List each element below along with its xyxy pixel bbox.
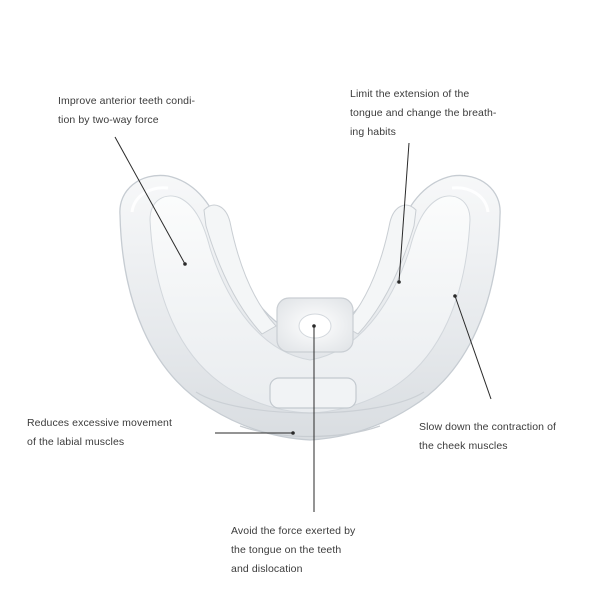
callout-top-left-line-2: tion by two-way force bbox=[58, 114, 159, 126]
leader-dot-mid-left bbox=[291, 431, 295, 435]
callout-top-right-line-2: tongue and change the breath- bbox=[350, 107, 497, 119]
callout-mid-right bbox=[419, 418, 556, 456]
callout-top-right bbox=[350, 85, 497, 142]
callout-bottom-line-2: the tongue on the teeth bbox=[231, 544, 342, 556]
callout-bottom bbox=[231, 522, 355, 579]
leader-dot-top-right bbox=[397, 280, 401, 284]
callout-mid-left-line-1: Reduces excessive movement bbox=[27, 417, 172, 429]
callout-top-right-line-1: Limit the extension of the bbox=[350, 88, 470, 100]
callout-mid-right-line-1: Slow down the contraction of bbox=[419, 421, 557, 433]
callout-bottom-line-3: and dislocation bbox=[231, 563, 303, 575]
callout-top-left bbox=[58, 92, 195, 130]
callout-mid-right-line-2: the cheek muscles bbox=[419, 440, 508, 452]
leader-dot-bottom bbox=[312, 324, 316, 328]
callout-top-left-line-1: Improve anterior teeth condi- bbox=[58, 95, 196, 107]
callout-top-right-line-3: ing habits bbox=[350, 126, 396, 138]
callout-mid-left-line-2: of the labial muscles bbox=[27, 436, 125, 448]
callout-mid-left bbox=[27, 414, 172, 452]
leader-dot-top-left bbox=[183, 262, 187, 266]
callout-bottom-line-1: Avoid the force exerted by bbox=[231, 525, 356, 537]
leader-dot-mid-right bbox=[453, 294, 457, 298]
lip-bumper-window bbox=[270, 378, 356, 408]
